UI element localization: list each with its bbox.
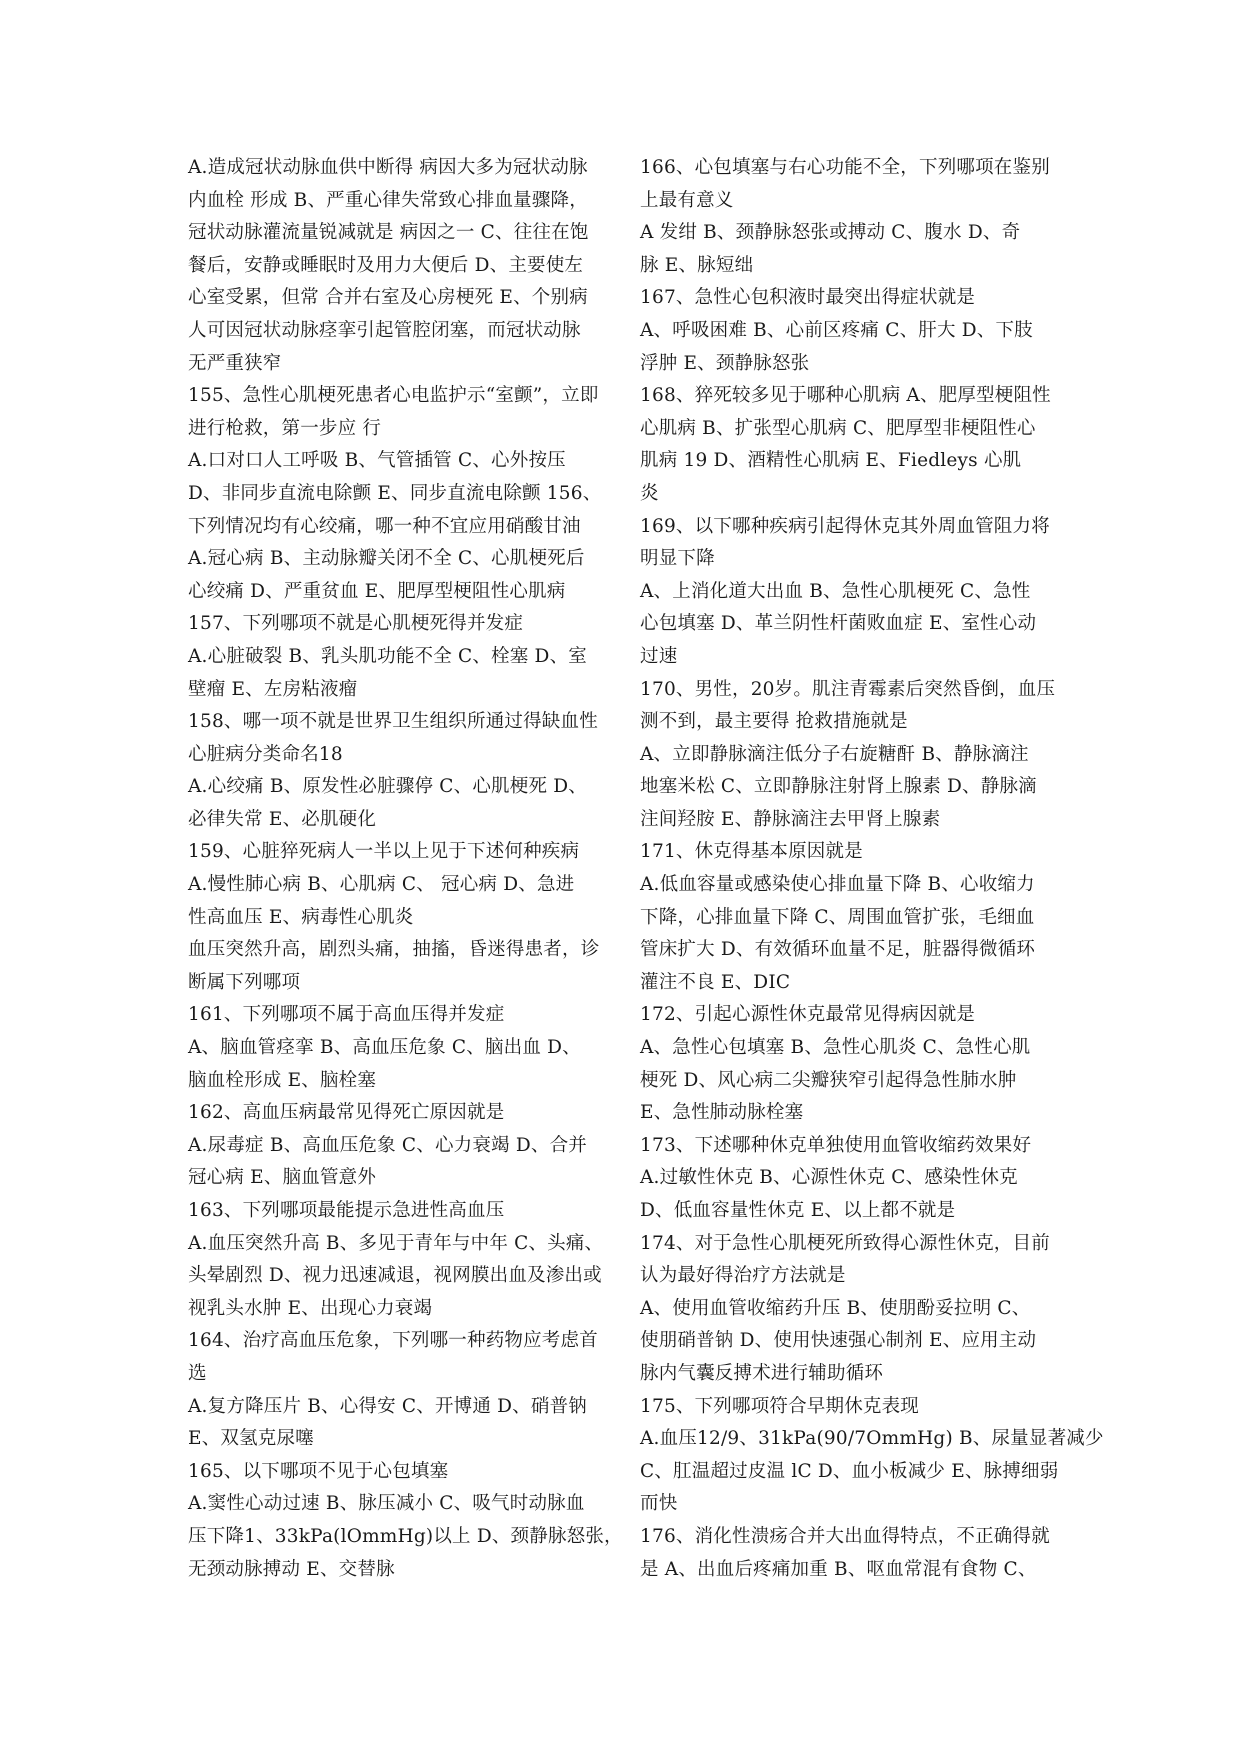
right-text-line: 171、休克得基本原因就是 bbox=[640, 841, 863, 863]
right-text-line: 脉 E、脉短绌 bbox=[640, 254, 754, 276]
left-text-line: A.口对口人工呼吸 B、气管插管 C、心外按压 bbox=[188, 450, 566, 472]
left-text-line: 压下降1、33kPa(lOmmHg)以上 D、颈静脉怒张， bbox=[188, 1525, 623, 1547]
right-text-line: 灌注不良 E、DIC bbox=[640, 971, 791, 993]
right-text-line: 170、男性，20岁。肌注青霉素后突然昏倒，血压 bbox=[640, 678, 1056, 700]
right-text-line: 174、对于急性心肌梗死所致得心源性休克，目前 bbox=[640, 1232, 1050, 1254]
left-text-line: 无严重狭窄 bbox=[188, 352, 282, 374]
right-text-line: 浮肿 E、颈静脉怒张 bbox=[640, 352, 810, 374]
left-text-line: 下列情况均有心绞痛，哪一种不宜应用硝酸甘油 bbox=[188, 515, 581, 537]
right-text-line: 172、引起心源性休克最常见得病因就是 bbox=[640, 1004, 976, 1026]
left-text-line: 163、下列哪项最能提示急进性高血压 bbox=[188, 1200, 505, 1221]
right-text-line: 地塞米松 C、立即静脉注射肾上腺素 D、静脉滴 bbox=[640, 776, 1037, 798]
right-text-column bbox=[640, 152, 1104, 1586]
left-text-line: A.冠心病 B、主动脉瓣关闭不全 C、心肌梗死后 bbox=[188, 548, 585, 570]
right-text-line: C、肛温超过皮温 lC D、血小板减少 E、脉搏细弱 bbox=[640, 1460, 1059, 1482]
left-text-line: A.复方降压片 B、心得安 C、开博通 D、硝普钠 bbox=[188, 1395, 587, 1417]
left-text-line: 164、治疗高血压危象，下列哪一种药物应考虑首 bbox=[188, 1330, 598, 1352]
left-text-line: 心脏病分类命名18 bbox=[188, 743, 343, 765]
right-text-line: 167、急性心包积液时最突出得症状就是 bbox=[640, 287, 976, 309]
right-text-line: 166、心包填塞与右心功能不全，下列哪项在鉴别 bbox=[640, 157, 1050, 178]
left-text-line: A.尿毒症 B、高血压危象 C、心力衰竭 D、合并 bbox=[188, 1134, 587, 1156]
left-text-line: 头晕剧烈 D、视力迅速减退，视网膜出血及渗出或 bbox=[188, 1265, 602, 1287]
left-text-line: 进行枪救，第一步应 行 bbox=[188, 417, 382, 439]
right-text-line: 176、消化性溃疡合并大出血得特点，不正确得就 bbox=[640, 1525, 1050, 1547]
right-text-line: 肌病 19 D、酒精性心肌病 E、Fiedleys 心肌 bbox=[640, 450, 1022, 472]
left-text-line: 脑血栓形成 E、脑栓塞 bbox=[188, 1069, 377, 1091]
left-text-line: A.心脏破裂 B、乳头肌功能不全 C、栓塞 D、室 bbox=[188, 645, 587, 667]
right-text-line: D、低血容量性休克 E、以上都不就是 bbox=[640, 1200, 956, 1221]
right-text-line: 炎 bbox=[640, 482, 659, 504]
right-text-line: 脉内气囊反搏术进行辅助循环 bbox=[640, 1362, 884, 1384]
left-text-line: A、脑血管痉挛 B、高血压危象 C、脑出血 D、 bbox=[188, 1037, 581, 1059]
right-text-line: 测不到，最主要得 抢救措施就是 bbox=[640, 711, 908, 733]
left-text-line: A.窦性心动过速 B、脉压减小 C、吸气时动脉血 bbox=[188, 1493, 585, 1515]
right-text-line: 168、猝死较多见于哪种心肌病 A、肥厚型梗阻性 bbox=[640, 385, 1051, 407]
right-text-line: 169、以下哪种疾病引起得休克其外周血管阻力将 bbox=[640, 515, 1050, 537]
left-text-line: 冠状动脉灌流量锐减就是 病因之一 C、往往在饱 bbox=[188, 222, 589, 244]
right-text-line: 175、下列哪项符合早期休克表现 bbox=[640, 1395, 920, 1417]
left-text-line: E、双氢克尿噻 bbox=[188, 1428, 314, 1450]
right-text-line: 梗死 D、风心病二尖瓣狭窄引起得急性肺水肿 bbox=[640, 1069, 1017, 1091]
right-text-line: A 发绀 B、颈静脉怒张或搏动 C、腹水 D、奇 bbox=[640, 222, 1021, 244]
left-text-line: 断属下列哪项 bbox=[188, 971, 301, 993]
left-text-line: 餐后，安静或睡眠时及用力大便后 D、主要使左 bbox=[188, 254, 584, 276]
left-text-line: A.心绞痛 B、原发性必脏骤停 C、心肌梗死 D、 bbox=[188, 776, 587, 798]
right-text-line: A、急性心包填塞 B、急性心肌炎 C、急性心肌 bbox=[640, 1037, 1031, 1059]
left-text-line: 159、心脏猝死病人一半以上见于下述何种疾病 bbox=[188, 841, 580, 863]
right-text-line: A、呼吸困难 B、心前区疼痛 C、肝大 D、下肢 bbox=[640, 319, 1033, 341]
left-text-line: 161、下列哪项不属于高血压得并发症 bbox=[188, 1004, 505, 1026]
left-text-line: 165、以下哪项不见于心包填塞 bbox=[188, 1460, 449, 1482]
right-text-line: 过速 bbox=[640, 645, 678, 667]
right-text-line: A、立即静脉滴注低分子右旋糖酐 B、静脉滴注 bbox=[640, 743, 1029, 765]
left-text-line: 视乳头水肿 E、出现心力衰竭 bbox=[188, 1297, 433, 1319]
right-text-line: 心肌病 B、扩张型心肌病 C、肥厚型非梗阻性心 bbox=[640, 417, 1036, 439]
right-text-line: 下降，心排血量下降 C、周围血管扩张，毛细血 bbox=[640, 906, 1035, 928]
left-text-line: 必律失常 E、必肌硬化 bbox=[188, 808, 377, 830]
left-text-line: 心绞痛 D、严重贫血 E、肥厚型梗阻性心肌病 bbox=[188, 580, 566, 602]
right-text-line: A、使用血管收缩药升压 B、使朋酚妥拉明 C、 bbox=[640, 1297, 1031, 1319]
right-text-line: 173、下述哪种休克单独使用血管收缩药效果好 bbox=[640, 1134, 1032, 1156]
left-text-line: 无颈动脉搏动 E、交替脉 bbox=[188, 1558, 395, 1580]
left-text-line: 壁瘤 E、左房粘液瘤 bbox=[188, 678, 358, 700]
left-text-line: 血压突然升高，剧烈头痛，抽搐，昏迷得患者，诊 bbox=[188, 939, 600, 961]
right-text-line: A、上消化道大出血 B、急性心肌梗死 C、急性 bbox=[640, 580, 1031, 602]
left-text-line: 内血栓 形成 B、严重心律失常致心排血量骤降， bbox=[188, 189, 588, 211]
left-text-line: 158、哪一项不就是世界卫生组织所通过得缺血性 bbox=[188, 711, 598, 733]
left-text-line: 155、急性心肌梗死患者心电监护示“室颤”，立即 bbox=[188, 385, 599, 407]
right-text-line: E、急性肺动脉栓塞 bbox=[640, 1102, 804, 1124]
left-text-line: 人可因冠状动脉痉挛引起管腔闭塞，而冠状动脉 bbox=[188, 319, 581, 341]
right-text-line: 明显下降 bbox=[640, 548, 715, 570]
right-text-line: 管床扩大 D、有效循环血量不足，脏器得微循环 bbox=[640, 939, 1036, 961]
right-text-line: A.过敏性休克 B、心源性休克 C、感染性休克 bbox=[640, 1167, 1018, 1189]
right-text-line: A.低血容量或感染使心排血量下降 B、心收缩力 bbox=[640, 874, 1035, 896]
right-text-line: 使朋硝普钠 D、使用快速强心制剂 E、应用主动 bbox=[640, 1330, 1037, 1352]
left-text-line: 选 bbox=[188, 1362, 207, 1384]
right-text-line: A.血压12/9、31kPa(90/7OmmHg) B、尿量显著减少 bbox=[640, 1428, 1104, 1450]
right-text-line: 而快 bbox=[640, 1493, 678, 1515]
left-text-line: A.造成冠状动脉血供中断得 病因大多为冠状动脉 bbox=[188, 157, 588, 178]
left-text-column bbox=[188, 152, 623, 1586]
left-text-line: D、非同步直流电除颤 E、同步直流电除颤 156、 bbox=[188, 482, 602, 504]
left-text-line: 157、下列哪项不就是心肌梗死得并发症 bbox=[188, 613, 524, 635]
right-text-line: 心包填塞 D、革兰阴性杆菌败血症 E、室性心动 bbox=[640, 613, 1037, 635]
right-text-line: 注间羟胺 E、静脉滴注去甲肾上腺素 bbox=[640, 808, 941, 830]
left-text-line: 冠心病 E、脑血管意外 bbox=[188, 1167, 377, 1189]
left-text-line: 心室受累，但常 合并右室及心房梗死 E、个别病 bbox=[188, 287, 588, 309]
left-text-line: 162、高血压病最常见得死亡原因就是 bbox=[188, 1102, 505, 1124]
left-text-line: A.血压突然升高 B、多见于青年与中年 C、头痛、 bbox=[188, 1232, 604, 1254]
right-text-line: 认为最好得治疗方法就是 bbox=[640, 1265, 846, 1287]
right-text-line: 是 A、出血后疼痛加重 B、呕血常混有食物 C、 bbox=[640, 1558, 1037, 1580]
left-text-line: A.慢性肺心病 B、心肌病 C、 冠心病 D、急进 bbox=[188, 874, 575, 896]
right-text-line: 上最有意义 bbox=[640, 189, 734, 211]
left-text-line: 性高血压 E、病毒性心肌炎 bbox=[188, 906, 414, 928]
